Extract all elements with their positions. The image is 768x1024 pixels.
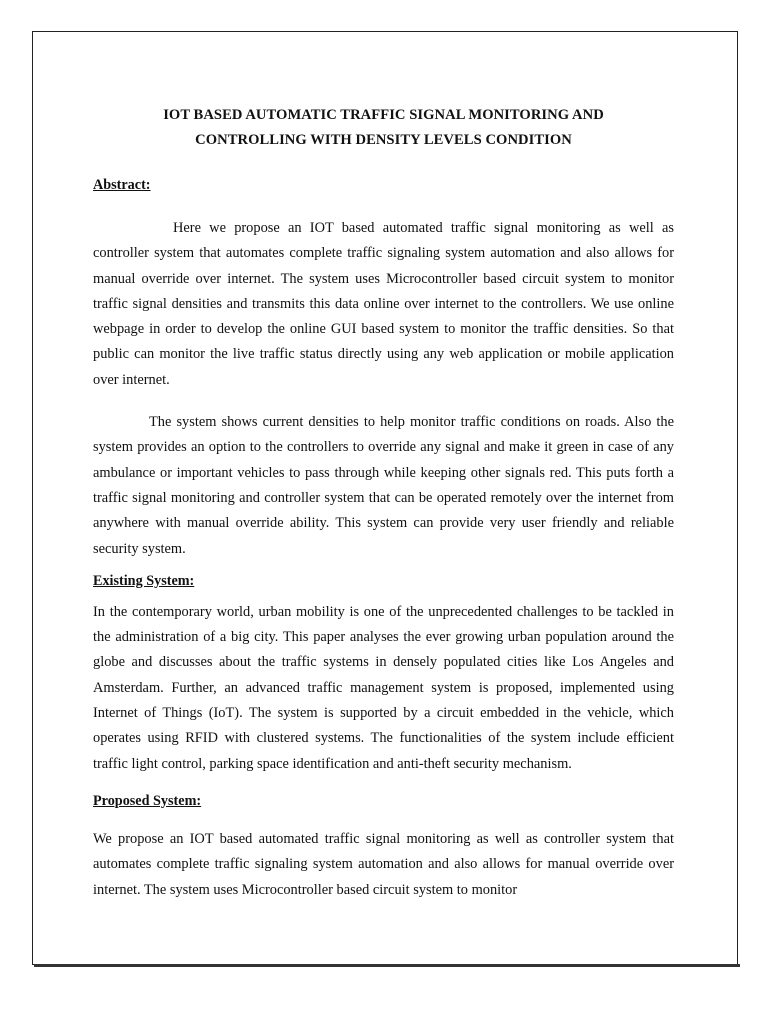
page-border-shadow: [34, 964, 740, 967]
abstract-paragraph-1: Here we propose an IOT based automated traffic signal monitoring as well as controller system that automates complete traffic signaling system automation and also allows for manual override over internet. The system uses Microcontroller based circuit system to monitor traffic signal densities and transmits this data online over internet to the controllers. We use online webpage in order to develop the online GUI based system to monitor the traffic densities. So that public can monitor the live traffic status directly using any web application or mobile application over internet.: [93, 220, 674, 388]
existing-system-heading: Existing System:: [93, 572, 195, 589]
document-body: [93, 103, 674, 903]
proposed-system-paragraph: We propose an IOT based automated traffic signal monitoring as well as controller system that automates complete traffic signaling system automation and also allows for manual override over internet. The system uses Microcontroller based circuit system to monitor: [93, 830, 674, 898]
abstract-heading: Abstract:: [93, 177, 151, 193]
abstract-paragraph-2: The system shows current densities to help monitor traffic conditions on roads. Also the system provides an option to the controllers to override any signal and make it green in case of any ambulance or important vehicles to pass through while keeping other signals red. This puts forth a traffic signal monitoring and controller system that can be operated remotely over the internet from anywhere with manual override ability. This system can provide very user friendly and reliable security system.: [93, 414, 674, 557]
document-title-line-1: IOT BASED AUTOMATIC TRAFFIC SIGNAL MONITORING AND: [163, 107, 604, 123]
proposed-system-heading: Proposed System:: [93, 792, 202, 809]
existing-system-paragraph: In the contemporary world, urban mobility is one of the unprecedented challenges to be tackled in the administration of a big city. This paper analyses the ever growing urban population around the globe and discusses about the traffic systems in densely populated cities like Los Angeles and Amsterdam. Further, an advanced traffic management system is proposed, implemented using Internet of Things (IoT). The system is supported by a circuit embedded in the vehicle, which operates using RFID with clustered systems. The functionalities of the system include efficient traffic light control, parking space identification and anti-theft security mechanism.: [93, 603, 674, 772]
document-title-line-2: CONTROLLING WITH DENSITY LEVELS CONDITION: [195, 132, 572, 148]
